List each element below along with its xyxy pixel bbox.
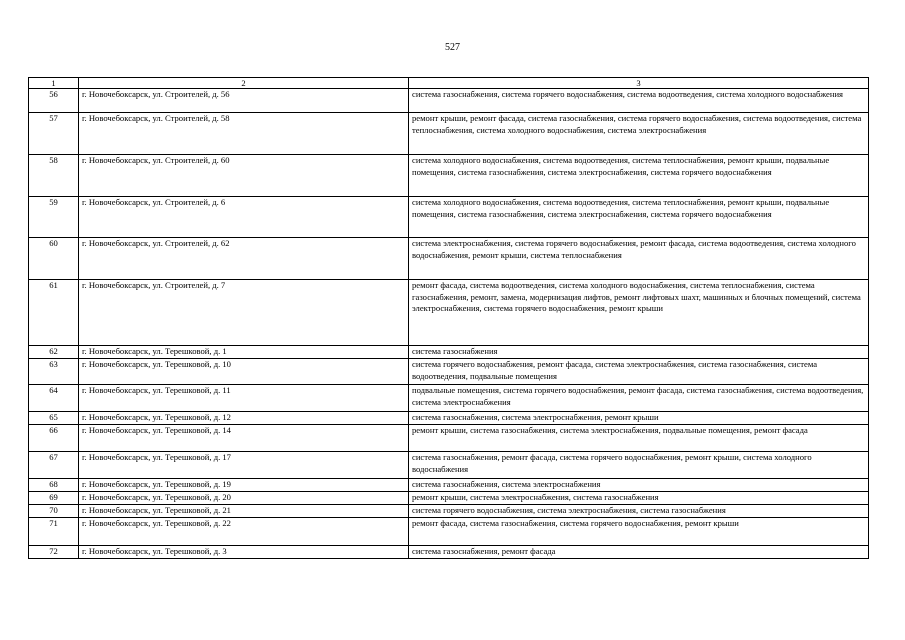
row-address: г. Новочебоксарск, ул. Строителей, д. 56 — [79, 89, 409, 113]
column-header-works: 3 — [409, 78, 869, 89]
row-works: система холодного водоснабжения, система водоотведения, система теплоснабжения, ремонт крыши, подвальные помещения, система газоснабжения, система электроснабжения, система горячего водоснабжения — [409, 155, 869, 197]
row-works: система газоснабжения, ремонт фасада, система горячего водоснабжения, ремонт крыши, система холодного водоснабжения — [409, 452, 869, 479]
table-row — [29, 452, 869, 479]
table-row — [29, 238, 869, 280]
row-address: г. Новочебоксарск, ул. Терешковой, д. 21 — [79, 505, 409, 518]
row-number: 62 — [29, 346, 79, 359]
table-row — [29, 346, 869, 359]
row-address: г. Новочебоксарск, ул. Строителей, д. 7 — [79, 280, 409, 346]
row-works: система газоснабжения — [409, 346, 869, 359]
row-number: 71 — [29, 518, 79, 546]
row-number: 72 — [29, 546, 79, 559]
row-address: г. Новочебоксарск, ул. Терешковой, д. 20 — [79, 492, 409, 505]
row-number: 63 — [29, 359, 79, 385]
row-works: система электроснабжения, система горячего водоснабжения, ремонт фасада, система водоотведения, система холодного водоснабжения, ремонт крыши, система теплоснабжения — [409, 238, 869, 280]
row-number: 70 — [29, 505, 79, 518]
table-row — [29, 113, 869, 155]
row-works: система газоснабжения, система электроснабжения — [409, 479, 869, 492]
row-address: г. Новочебоксарск, ул. Терешковой, д. 11 — [79, 385, 409, 412]
row-address: г. Новочебоксарск, ул. Терешковой, д. 1 — [79, 346, 409, 359]
row-number: 58 — [29, 155, 79, 197]
row-address: г. Новочебоксарск, ул. Терешковой, д. 3 — [79, 546, 409, 559]
table-header-row — [29, 78, 869, 89]
row-number: 68 — [29, 479, 79, 492]
row-works: ремонт крыши, ремонт фасада, система газоснабжения, система горячего водоснабжения, система водоотведения, система теплоснабжения, система холодного водоснабжения, система электроснабжения — [409, 113, 869, 155]
buildings-table — [28, 77, 869, 559]
table-row — [29, 412, 869, 425]
row-address: г. Новочебоксарск, ул. Терешковой, д. 17 — [79, 452, 409, 479]
row-works: система горячего водоснабжения, ремонт фасада, система электроснабжения, система газоснабжения, система водоотведения, подвальные помещения — [409, 359, 869, 385]
row-number: 66 — [29, 425, 79, 452]
table-row — [29, 479, 869, 492]
table-row — [29, 89, 869, 113]
row-number: 56 — [29, 89, 79, 113]
row-works: ремонт фасада, система газоснабжения, система горячего водоснабжения, ремонт крыши — [409, 518, 869, 546]
row-works: ремонт крыши, система газоснабжения, система электроснабжения, подвальные помещения, ремонт фасада — [409, 425, 869, 452]
table-row — [29, 359, 869, 385]
row-works: система холодного водоснабжения, система водоотведения, система теплоснабжения, ремонт крыши, подвальные помещения, система газоснабжения, система электроснабжения, система горячего водоснабжения — [409, 197, 869, 238]
row-address: г. Новочебоксарск, ул. Терешковой, д. 22 — [79, 518, 409, 546]
row-works: ремонт крыши, система электроснабжения, система газоснабжения — [409, 492, 869, 505]
row-number: 59 — [29, 197, 79, 238]
row-number: 64 — [29, 385, 79, 412]
column-header-address: 2 — [79, 78, 409, 89]
table-row — [29, 518, 869, 546]
column-header-number: 1 — [29, 78, 79, 89]
row-address: г. Новочебоксарск, ул. Терешковой, д. 19 — [79, 479, 409, 492]
row-works: система горячего водоснабжения, система электроснабжения, система газоснабжения — [409, 505, 869, 518]
row-number: 67 — [29, 452, 79, 479]
row-works: система газоснабжения, ремонт фасада — [409, 546, 869, 559]
row-number: 65 — [29, 412, 79, 425]
row-works: ремонт фасада, система водоотведения, система холодного водоснабжения, система теплоснабжения, система газоснабжения, ремонт, замена, модернизация лифтов, ремонт лифтовых шахт, машинных и блочных помещений, система электроснабжения, система горячего водоснабжения, ремонт крыши — [409, 280, 869, 346]
table-row — [29, 425, 869, 452]
table-row — [29, 155, 869, 197]
table-row — [29, 505, 869, 518]
table-row — [29, 197, 869, 238]
row-number: 60 — [29, 238, 79, 280]
page-number: 527 — [445, 42, 460, 53]
row-address: г. Новочебоксарск, ул. Терешковой, д. 12 — [79, 412, 409, 425]
row-address: г. Новочебоксарск, ул. Строителей, д. 58 — [79, 113, 409, 155]
row-number: 69 — [29, 492, 79, 505]
row-address: г. Новочебоксарск, ул. Терешковой, д. 10 — [79, 359, 409, 385]
row-works: подвальные помещения, система горячего водоснабжения, ремонт фасада, система газоснабжения, система водоотведения, система электроснабжения — [409, 385, 869, 412]
table-row — [29, 385, 869, 412]
row-address: г. Новочебоксарск, ул. Строителей, д. 60 — [79, 155, 409, 197]
table-row — [29, 492, 869, 505]
table-row — [29, 280, 869, 346]
row-works: система газоснабжения, система горячего водоснабжения, система водоотведения, система холодного водоснабжения — [409, 89, 869, 113]
row-address: г. Новочебоксарск, ул. Терешковой, д. 14 — [79, 425, 409, 452]
row-address: г. Новочебоксарск, ул. Строителей, д. 62 — [79, 238, 409, 280]
row-works: система газоснабжения, система электроснабжения, ремонт крыши — [409, 412, 869, 425]
row-number: 61 — [29, 280, 79, 346]
row-address: г. Новочебоксарск, ул. Строителей, д. 6 — [79, 197, 409, 238]
table-row — [29, 546, 869, 559]
row-number: 57 — [29, 113, 79, 155]
